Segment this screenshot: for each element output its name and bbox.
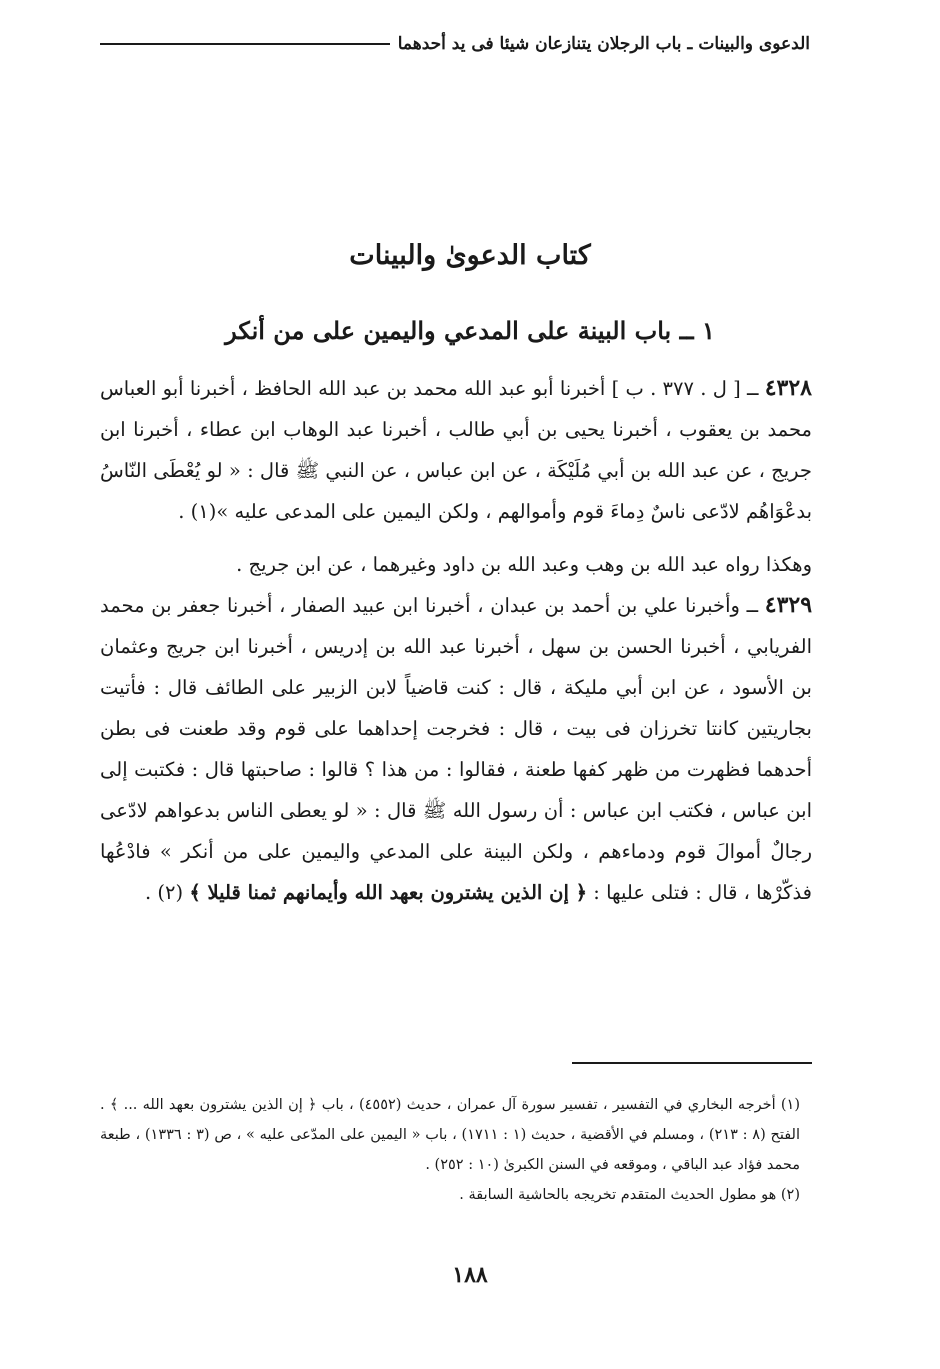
narration-note: وهكذا رواه عبد الله بن وهب وعبد الله بن داود وغيرهما ، عن ابن جريج . [236,553,812,576]
running-header-text: الدعوى والبينات ـ باب الرجلان يتنازعان شيئا فى يد أحدهما [397,34,810,54]
main-text [100,368,812,913]
hadith-text: ــ [ ل . ٣٧٧ . ب ] أخبرنا أبو عبد الله محمد بن عبد الله الحافظ ، أخبرنا أبو العباس محمد بن يعقوب ، أخبرنا يحيى بن أبي طالب ، أخبرنا عبد الوهاب ابن عطاء ، أخبرنا ابن جريج ، عن عبد الله بن أبي مُلَيْكَة ، عن ابن عباس ، عن النبي ﷺ قال : « لو يُعْطَى النّاسُ بدعْوَاهُم لادّعى ناسٌ دِماءَ قوم وأموالهم ، ولكن اليمين على المدعى عليه »(١) . [100,377,812,523]
header-rule [100,43,390,45]
chapter-title: ١ ــ باب البينة على المدعي واليمين على من أنكر [225,316,715,345]
footnotes [100,1090,800,1210]
book-title: كتاب الدعوىٰ والبينات [349,240,591,271]
page-number: ١٨٨ [452,1262,488,1288]
footnote-2: (٢) هو مطول الحديث المتقدم تخريجه بالحاشية السابقة . [459,1187,800,1203]
hadith-text: ــ وأخبرنا علي بن أحمد بن عبدان ، أخبرنا ابن عبيد الصفار ، أخبرنا جعفر بن محمد الفريابي ، أخبرنا الحسن بن سهل ، أخبرنا عبد الله بن إدريس ، أخبرنا ابن جريج وعثمان بن الأسود ، عن ابن أبي مليكة ، قال : كنت قاضياً لابن الزبير على الطائف قال : فأتيت بجاريتين كانتا تخرزان فى بيت ، قال : فخرجت إحداهما على قوم وقد طعنت فى بطن أحدهما فظهرت من ظهر كفها طعنة ، فقالوا : من هذا ؟ قالوا : صاحبتها قال : فكتبت إلى ابن عباس ، فكتب ابن عباس : أن رسول الله ﷺ قال : « لو يعطى الناس بدعواهم لادّعى رجالٌ أموالَ قوم ودماءهم ، ولكن البينة على المدعي واليمين على من أنكر » فادْعُها فذكّرْها ، قال : فتلى عليها : [100,594,812,904]
hadith-paragraph [100,585,812,913]
footnote-rule [572,1062,812,1064]
footnote-ref: (٢) . [145,881,184,904]
hadith-paragraph [100,368,812,532]
footnote-1: (١) أخرجه البخاري في التفسير ، تفسير سورة آل عمران ، حديث (٤٥٥٢) ، باب ﴿ إن الذين يشترون بعهد الله ... ﴾ . الفتح (٨ : ٢١٣) ، ومسلم في الأقضية ، حديث (١ : ١٧١١) ، باب « اليمين على المدّعى عليه » ، ص (٣ : ١٣٣٦) ، طبعة محمد فؤاد عبد الباقي ، وموقعه في السنن الكبرىٰ (١٠ : ٢٥٢) . [100,1097,801,1173]
quran-quote: ﴿ إن الذين يشترون بعهد الله وأيمانهم ثمنا قليلا ﴾ [189,881,588,904]
hadith-number: ٤٣٢٨ [764,375,812,401]
hadith-number: ٤٣٢٩ [764,592,813,618]
running-header [100,34,810,54]
